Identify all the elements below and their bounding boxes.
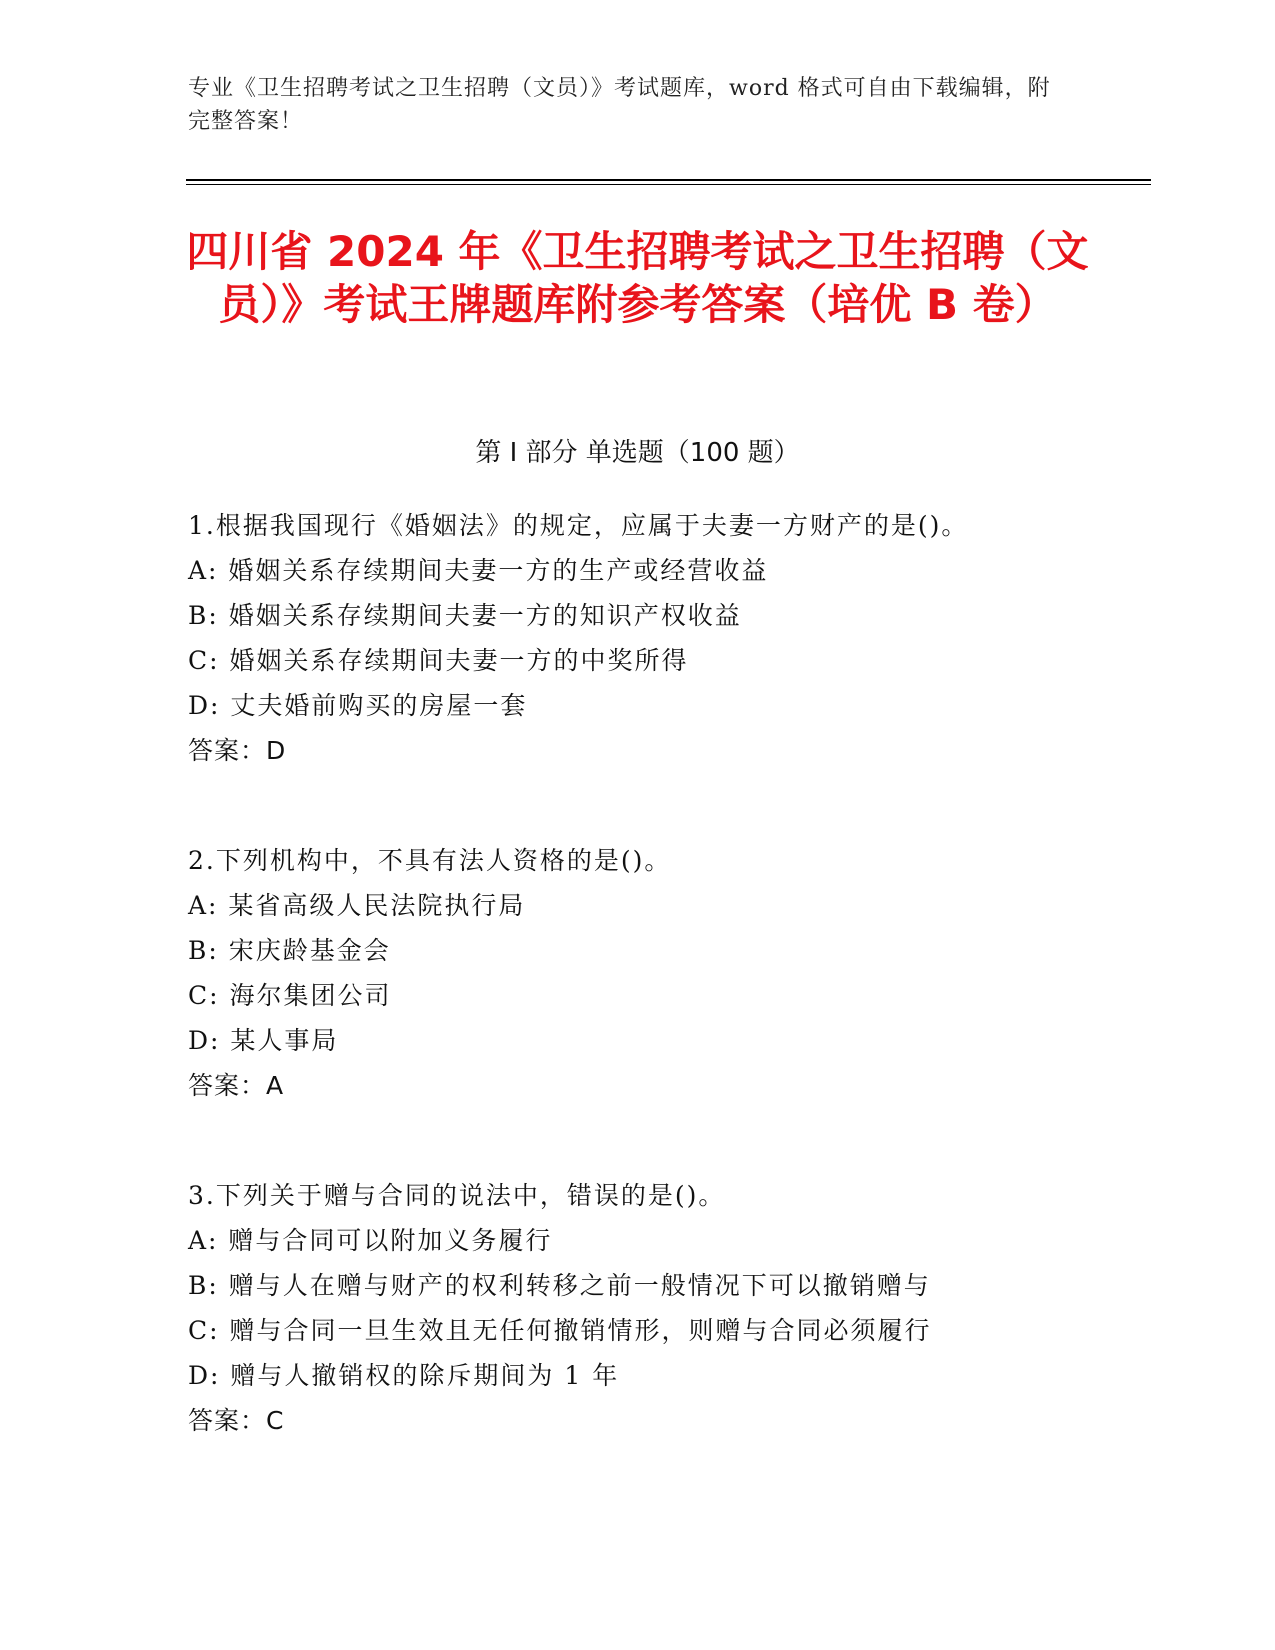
option-a: A: 某省高级人民法院执行局 [188, 891, 526, 920]
answer: 答案：C [188, 1406, 285, 1435]
option-c: C: 海尔集团公司 [188, 981, 392, 1010]
question-stem: 3.下列关于赠与合同的说法中，错误的是()。 [188, 1181, 726, 1210]
option-d: D: 某人事局 [188, 1026, 339, 1055]
header-note: 专业《卫生招聘考试之卫生招聘（文员）》考试题库，word 格式可自由下载编辑，附完整答案！ [188, 76, 1051, 134]
answer: 答案：A [188, 1071, 285, 1100]
option-d: D: 赠与人撤销权的除斥期间为 1 年 [188, 1361, 620, 1390]
question-2 [188, 838, 1088, 1108]
option-a: A: 婚姻关系存续期间夫妻一方的生产或经营收益 [188, 556, 769, 585]
header-rule-thick [186, 179, 1151, 181]
header-rule-thin [186, 184, 1151, 185]
section-heading: 第 I 部分 单选题（100 题） [475, 438, 800, 468]
option-d: D: 丈夫婚前购买的房屋一套 [188, 691, 528, 720]
question-stem: 2.下列机构中，不具有法人资格的是()。 [188, 846, 672, 875]
option-a: A: 赠与合同可以附加义务履行 [188, 1226, 553, 1255]
option-b: B: 赠与人在赠与财产的权利转移之前一般情况下可以撤销赠与 [188, 1271, 931, 1300]
answer: 答案：D [188, 736, 287, 765]
option-c: C: 赠与合同一旦生效且无任何撤销情形，则赠与合同必须履行 [188, 1316, 932, 1345]
question-stem: 1.根据我国现行《婚姻法》的规定，应属于夫妻一方财产的是()。 [188, 511, 969, 540]
option-c: C: 婚姻关系存续期间夫妻一方的中奖所得 [188, 646, 689, 675]
option-b: B: 婚姻关系存续期间夫妻一方的知识产权收益 [188, 601, 742, 630]
option-b: B: 宋庆龄基金会 [188, 936, 391, 965]
question-3 [188, 1173, 1088, 1443]
document-title: 四川省 2024 年《卫生招聘考试之卫生招聘（文员）》考试王牌题库附参考答案（培优 B 卷） [186, 227, 1089, 329]
question-1 [188, 503, 1088, 773]
